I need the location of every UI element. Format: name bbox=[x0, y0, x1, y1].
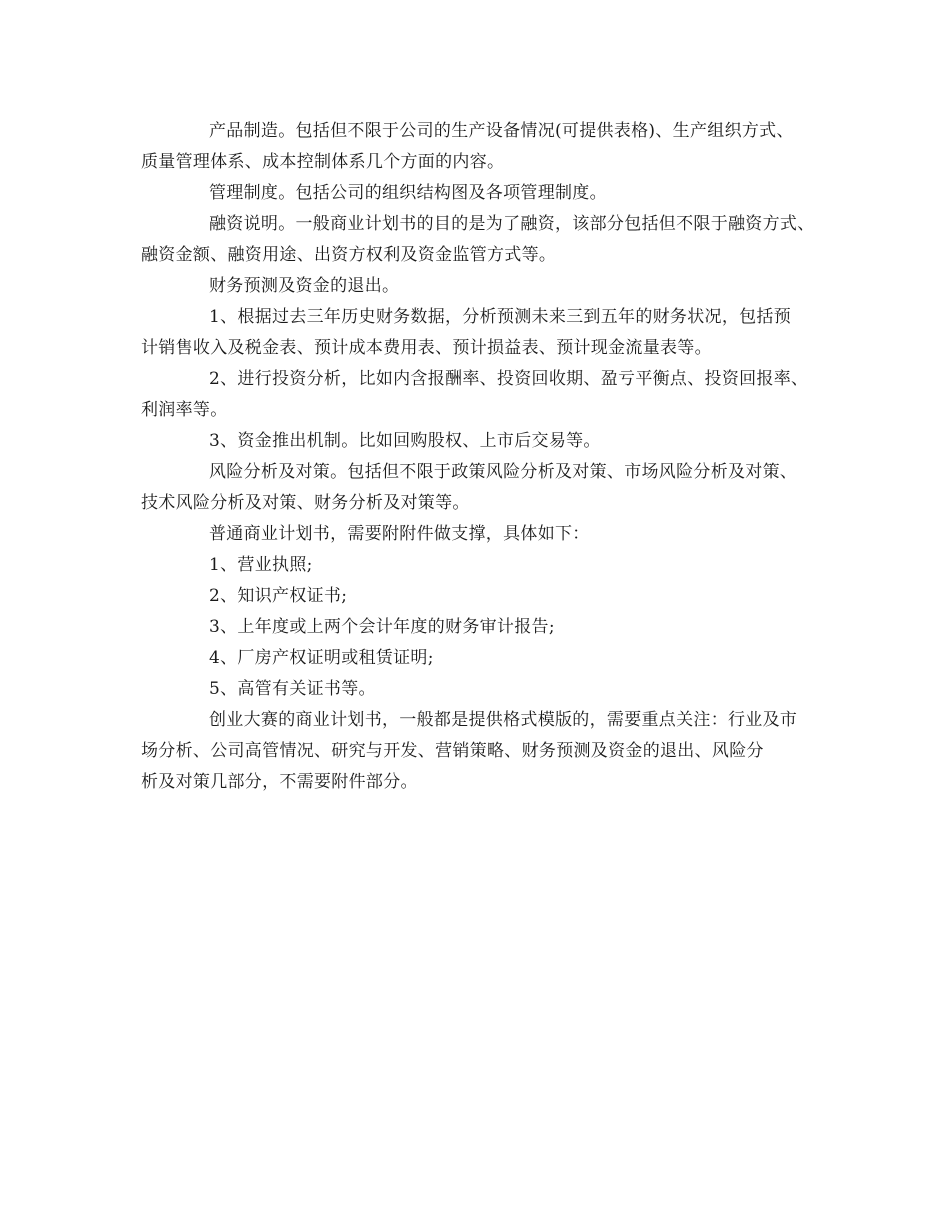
text-line: 创业大赛的商业计划书，一般都是提供格式模版的，需要重点关注：行业及市 bbox=[209, 710, 798, 730]
text-line: 2、知识产权证书; bbox=[209, 586, 348, 606]
paragraph-risk-analysis bbox=[141, 457, 821, 519]
text-line: 管理制度。包括公司的组织结构图及各项管理制度。 bbox=[209, 183, 607, 203]
text-line: 析及对策几部分，不需要附件部分。 bbox=[141, 772, 418, 792]
list-item-audit-report bbox=[141, 612, 821, 643]
text-line: 3、上年度或上两个会计年度的财务审计报告; bbox=[209, 617, 555, 637]
text-line: 融资金额、融资用途、出资方权利及资金监管方式等。 bbox=[141, 245, 557, 265]
text-line: 1、根据过去三年历史财务数据，分析预测未来三到五年的财务状况，包括预 bbox=[209, 307, 792, 327]
text-line: 场分析、公司高管情况、研究与开发、营销策略、财务预测及资金的退出、风险分 bbox=[141, 741, 764, 761]
paragraph-competition-plan bbox=[141, 705, 821, 798]
text-line: 计销售收入及税金表、预计成本费用表、预计损益表、预计现金流量表等。 bbox=[141, 338, 712, 358]
text-line: 产品制造。包括但不限于公司的生产设备情况(可提供表格)、生产组织方式、 bbox=[209, 121, 794, 141]
text-line: 5、高管有关证书等。 bbox=[209, 679, 376, 699]
list-item-executive-certificates bbox=[141, 674, 821, 705]
text-line: 4、厂房产权证明或租赁证明; bbox=[209, 648, 434, 668]
paragraph-attachments-intro bbox=[141, 519, 821, 550]
document-body bbox=[141, 116, 821, 798]
paragraph-forecast-item-1 bbox=[141, 302, 821, 364]
list-item-business-license bbox=[141, 550, 821, 581]
text-line: 普通商业计划书，需要附附件做支撑，具体如下： bbox=[209, 524, 590, 544]
list-item-property-proof bbox=[141, 643, 821, 674]
text-line: 2、进行投资分析，比如内含报酬率、投资回收期、盈亏平衡点、投资回报率、 bbox=[209, 369, 809, 389]
paragraph-financing-description bbox=[141, 209, 821, 271]
paragraph-financial-forecast-heading bbox=[141, 271, 821, 302]
text-line: 风险分析及对策。包括但不限于政策风险分析及对策、市场风险分析及对策、 bbox=[209, 462, 798, 482]
text-line: 质量管理体系、成本控制体系几个方面的内容。 bbox=[141, 152, 505, 172]
text-line: 技术风险分析及对策、财务分析及对策等。 bbox=[141, 493, 470, 513]
text-line: 3、资金推出机制。比如回购股权、上市后交易等。 bbox=[209, 431, 601, 451]
text-line: 1、营业执照; bbox=[209, 555, 313, 575]
paragraph-forecast-item-3 bbox=[141, 426, 821, 457]
text-line: 融资说明。一般商业计划书的目的是为了融资，该部分包括但不限于融资方式、 bbox=[209, 214, 815, 234]
paragraph-forecast-item-2 bbox=[141, 364, 821, 426]
paragraph-product-manufacturing bbox=[141, 116, 821, 178]
list-item-ip-certificate bbox=[141, 581, 821, 612]
paragraph-management-system bbox=[141, 178, 821, 209]
text-line: 财务预测及资金的退出。 bbox=[209, 276, 400, 296]
text-line: 利润率等。 bbox=[141, 400, 228, 420]
